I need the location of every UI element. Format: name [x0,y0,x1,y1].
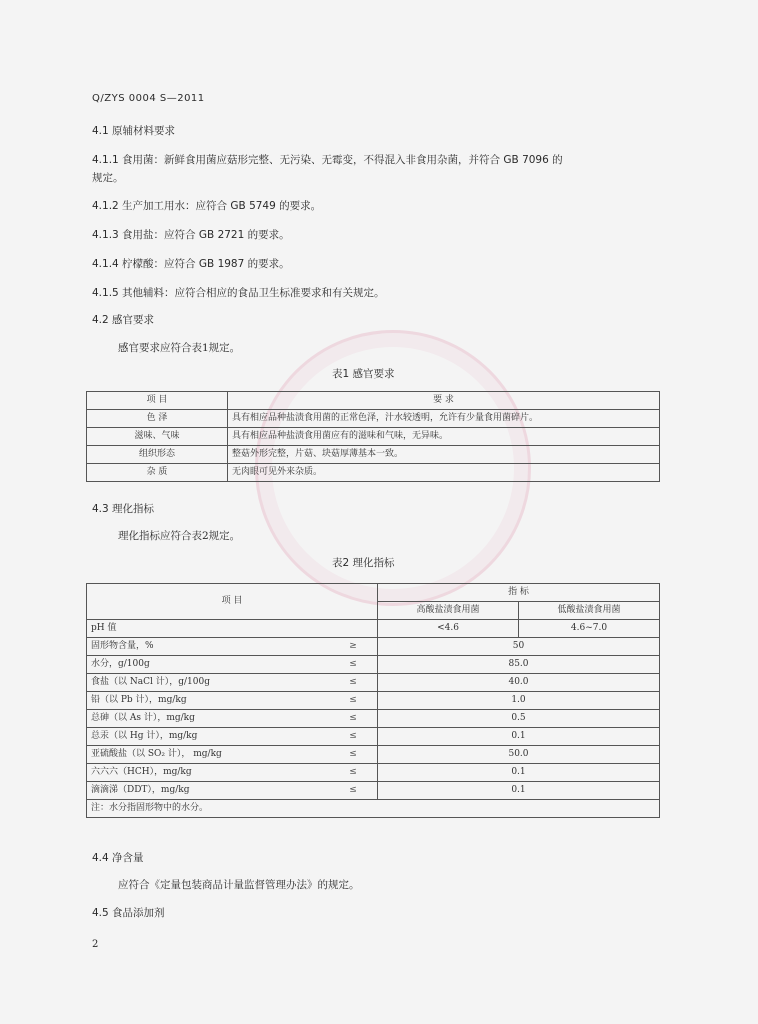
section-4-2-title: 4.2 感官要求 [92,314,155,326]
table-cell: 六六六（HCH），mg/kg [87,764,330,782]
table-row [87,656,660,674]
table-cell: <4.6 [378,620,519,638]
sensory-table [86,391,660,482]
table-cell: 总汞（以 Hg 计），mg/kg [87,728,330,746]
section-4-1-2: 4.1.2 生产加工用水：应符合 GB 5749 的要求。 [92,200,322,212]
table-cell: 0.1 [378,764,660,782]
table-row [87,446,660,464]
table-cell: 杂 质 [87,464,228,482]
table-cell: 50 [378,638,660,656]
table-header-cell: 项 目 [87,584,378,620]
table-cell: 无肉眼可见外来杂质。 [228,464,660,482]
table-row [87,620,660,638]
table-header-cell: 要 求 [228,392,660,410]
table-cell: 滋味、气味 [87,428,228,446]
section-4-1-3: 4.1.3 食用盐：应符合 GB 2721 的要求。 [92,229,290,241]
table-header-row [87,584,660,602]
table-cell: 食盐（以 NaCl 计），g/100g [87,674,330,692]
table-cell: ≤ [329,656,378,674]
table-row [87,428,660,446]
section-4-4-body: 应符合《定量包装商品计量监督管理办法》的规定。 [118,879,360,891]
table-cell: 色 泽 [87,410,228,428]
table-note: 注：水分指固形物中的水分。 [87,800,660,818]
table-row [87,764,660,782]
section-4-1-1-line2: 规定。 [92,172,124,184]
table-cell: 50.0 [378,746,660,764]
table-cell: ≤ [329,710,378,728]
table-cell: ≥ [329,638,378,656]
physicochemical-table [86,583,660,818]
table-cell: 水分，g/100g [87,656,330,674]
table-header-cell: 指 标 [378,584,660,602]
table-cell: 固形物含量，% [87,638,330,656]
table-cell: ≤ [329,746,378,764]
table-cell: 滴滴涕（DDT），mg/kg [87,782,330,800]
section-4-3-title: 4.3 理化指标 [92,503,155,515]
table-cell: 亚硫酸盐（以 SO₂ 计）， mg/kg [87,746,330,764]
table-cell: 铅（以 Pb 计），mg/kg [87,692,330,710]
table1-caption: 表1 感官要求 [332,368,395,380]
section-4-1-1-line1: 4.1.1 食用菌：新鲜食用菌应菇形完整、无污染、无霉变，不得混入非食用杂菌，并符合 GB 7096 的 [92,154,563,166]
section-4-4-title: 4.4 净含量 [92,852,144,864]
table-row [87,782,660,800]
table-cell: ≤ [329,728,378,746]
section-4-3-body: 理化指标应符合表2规定。 [118,530,241,542]
table-cell: ≤ [329,674,378,692]
table-row [87,674,660,692]
section-4-1-5: 4.1.5 其他辅料：应符合相应的食品卫生标准要求和有关规定。 [92,287,385,299]
table-cell: ≤ [329,764,378,782]
table-cell: 总砷（以 As 计），mg/kg [87,710,330,728]
table-cell: 85.0 [378,656,660,674]
table-cell: 0.1 [378,782,660,800]
table-header-row [87,392,660,410]
table-header-cell: 项 目 [87,392,228,410]
table-cell: 组织形态 [87,446,228,464]
section-4-5-title: 4.5 食品添加剂 [92,907,165,919]
table-cell: 0.1 [378,728,660,746]
table-cell: 0.5 [378,710,660,728]
section-4-1-title: 4.1 原辅材料要求 [92,125,176,137]
table-row [87,410,660,428]
table-cell: 具有相应品种盐渍食用菌的正常色泽，汁水较透明，允许有少量食用菌碎片。 [228,410,660,428]
table-row [87,746,660,764]
section-4-1-4: 4.1.4 柠檬酸：应符合 GB 1987 的要求。 [92,258,290,270]
table-cell: ≤ [329,692,378,710]
table-cell: 具有相应品种盐渍食用菌应有的滋味和气味，无异味。 [228,428,660,446]
table-row [87,692,660,710]
table-cell: pH 值 [87,620,378,638]
table2-caption: 表2 理化指标 [332,557,395,569]
table-note-row [87,800,660,818]
section-4-2-body: 感官要求应符合表1规定。 [118,342,241,354]
table-row [87,710,660,728]
table-cell: 整菇外形完整，片菇、块菇厚薄基本一致。 [228,446,660,464]
standard-header: Q/ZYS 0004 S—2011 [92,93,205,104]
table-header-cell: 高酸盐渍食用菌 [378,602,519,620]
table-cell: 1.0 [378,692,660,710]
table-row [87,464,660,482]
table-cell: ≤ [329,782,378,800]
table-cell: 40.0 [378,674,660,692]
table-header-cell: 低酸盐渍食用菌 [519,602,660,620]
table-row [87,728,660,746]
table-row [87,638,660,656]
page-number: 2 [92,939,99,950]
table-cell: 4.6~7.0 [519,620,660,638]
